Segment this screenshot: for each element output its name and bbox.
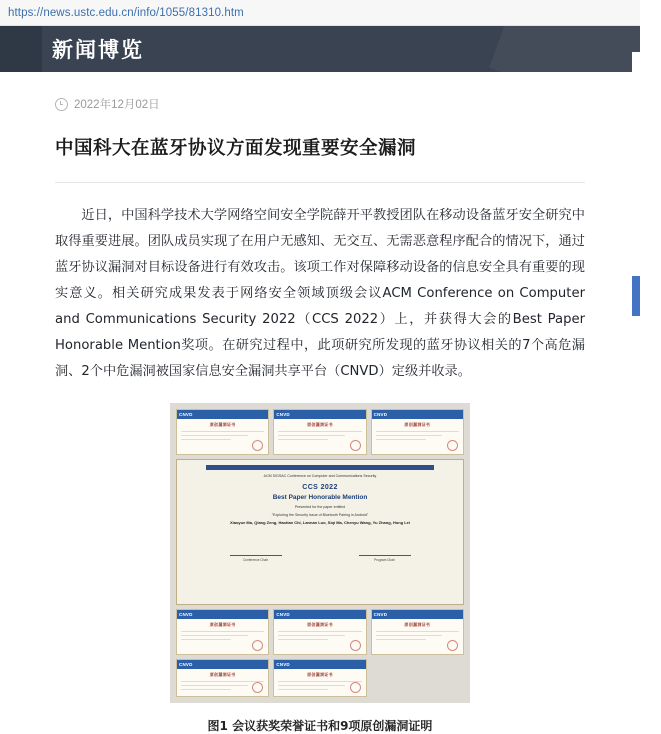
certificate-text-line bbox=[278, 439, 328, 441]
award-authors: Xiaoyue Ma, Qiang Zeng, Haotian Chi, Lannan Luo, Siqi Ma, Chenyu Wang, Yu Zhang, Hong Lei bbox=[229, 520, 410, 525]
certificate-header bbox=[177, 610, 268, 619]
cnvd-label: CNVD bbox=[276, 412, 290, 417]
article-meta bbox=[55, 96, 585, 112]
certificate-heading: 原创漏洞证书 bbox=[209, 672, 236, 677]
cnvd-label: CNVD bbox=[179, 662, 193, 667]
certificate-seal bbox=[350, 440, 361, 451]
certificate-text-line bbox=[181, 635, 248, 637]
certificate-text-line bbox=[181, 631, 264, 633]
certificate-text-line bbox=[278, 431, 361, 433]
award-signature-row bbox=[177, 547, 463, 562]
figure-image bbox=[170, 403, 470, 703]
certificate-text-line bbox=[181, 435, 248, 437]
award-title: CCS 2022 bbox=[302, 484, 338, 491]
award-signature-left bbox=[230, 547, 282, 562]
page-right-edge bbox=[632, 52, 640, 611]
certificate-heading: 原创漏洞证书 bbox=[209, 422, 236, 427]
certificate-header bbox=[274, 660, 365, 669]
certificate-thumb bbox=[273, 659, 366, 697]
certificate-text-line bbox=[181, 639, 231, 641]
certificate-text-line bbox=[278, 631, 361, 633]
certificate-seal bbox=[252, 440, 263, 451]
certificate-text-line bbox=[181, 689, 231, 691]
certificate-grid bbox=[176, 409, 464, 697]
award-paper-title: "Exploring the Security Issue of Bluetooth Pairing in Android" bbox=[271, 513, 369, 517]
certificate-thumb bbox=[176, 659, 269, 697]
certificate-text-line bbox=[181, 681, 264, 683]
certificate-thumb bbox=[273, 609, 366, 655]
certificate-seal bbox=[447, 440, 458, 451]
certificate-text-line bbox=[181, 685, 248, 687]
certificate-seal bbox=[252, 682, 263, 693]
masthead-left-block bbox=[0, 26, 42, 72]
signature-caption: Conference Chair bbox=[243, 558, 268, 562]
site-masthead bbox=[0, 26, 640, 72]
certificate-heading: 原创漏洞证书 bbox=[404, 622, 431, 627]
certificate-thumb bbox=[176, 409, 269, 455]
certificate-thumb bbox=[176, 609, 269, 655]
certificate-heading: 原创漏洞证书 bbox=[307, 422, 333, 427]
award-certificate bbox=[176, 459, 464, 605]
cnvd-label: CNVD bbox=[373, 412, 388, 417]
certificate-header bbox=[274, 610, 365, 619]
certificate-seal bbox=[447, 640, 458, 651]
certificate-header bbox=[177, 660, 268, 669]
article-date: 2022年12月02日 bbox=[74, 99, 160, 111]
acm-banner bbox=[206, 465, 435, 470]
certificate-text-line bbox=[376, 631, 459, 633]
clock-icon bbox=[55, 98, 68, 111]
certificate-text-line bbox=[278, 635, 345, 637]
award-signature-right bbox=[359, 547, 411, 562]
certificate-seal bbox=[350, 682, 361, 693]
certificate-header bbox=[274, 410, 365, 419]
page-canvas bbox=[0, 26, 640, 733]
page-title: 中国科大在蓝牙协议方面发现重要安全漏洞 bbox=[55, 138, 417, 159]
certificate-text-line bbox=[278, 681, 361, 683]
page-edge-accent bbox=[632, 276, 640, 316]
award-paper-line: Presented for the paper entitled bbox=[294, 505, 346, 509]
article-figure bbox=[55, 403, 585, 734]
signature-mark bbox=[359, 547, 411, 556]
title-divider bbox=[55, 182, 585, 183]
masthead-title: 新闻博览 bbox=[52, 38, 144, 62]
certificate-header bbox=[372, 610, 463, 619]
cnvd-label: CNVD bbox=[179, 412, 193, 417]
certificate-thumb bbox=[371, 409, 464, 455]
cnvd-label: CNVD bbox=[276, 662, 290, 667]
cnvd-label: CNVD bbox=[179, 612, 193, 617]
certificate-text-line bbox=[181, 431, 264, 433]
signature-mark bbox=[230, 547, 282, 556]
certificate-text-line bbox=[376, 439, 426, 441]
cnvd-label: CNVD bbox=[373, 612, 388, 617]
certificate-seal bbox=[252, 640, 263, 651]
certificate-text-line bbox=[376, 639, 426, 641]
article-content bbox=[0, 96, 640, 734]
certificate-text-line bbox=[278, 689, 328, 691]
cnvd-label: CNVD bbox=[276, 612, 290, 617]
certificate-text-line bbox=[278, 685, 345, 687]
signature-caption: Program Chair bbox=[374, 558, 395, 562]
certificate-text-line bbox=[278, 639, 328, 641]
award-org-line: ACM SIGSAC Conference on Computer and Communications Security bbox=[263, 474, 377, 478]
certificate-text-line bbox=[376, 435, 443, 437]
award-name: Best Paper Honorable Mention bbox=[272, 494, 368, 501]
article-body: 近日，中国科学技术大学网络空间安全学院薛开平教授团队在移动设备蓝牙安全研究中取得重要进展。团队成员实现了在用户无感知、无交互、无需恶意程序配合的情况下，通过蓝牙协议漏洞对目标设备进行有效攻击。该项工作对保障移动设备的信息安全具有重要的现实意义。相关研究成果发表于网络安全领域顶级会议ACM Conference on Computer and Communications Security 2022（CCS 2022）上，并获得大会的Best Paper Honorable Mention奖项。在研究过程中，此项研究所发现的蓝牙协议相关的7个高危漏洞、2个中危漏洞被国家信息安全漏洞共享平台（CNVD）定级并收录。 bbox=[55, 208, 585, 379]
certificate-heading: 原创漏洞证书 bbox=[404, 422, 431, 427]
certificate-header bbox=[177, 410, 268, 419]
certificate-text-line bbox=[376, 635, 443, 637]
certificate-header bbox=[372, 410, 463, 419]
certificate-heading: 原创漏洞证书 bbox=[209, 622, 236, 627]
certificate-text-line bbox=[376, 431, 459, 433]
certificate-thumb bbox=[273, 409, 366, 455]
certificate-thumb bbox=[371, 609, 464, 655]
certificate-heading: 原创漏洞证书 bbox=[307, 672, 333, 677]
certificate-heading: 原创漏洞证书 bbox=[307, 622, 333, 627]
url-text[interactable]: https://news.ustc.edu.cn/info/1055/81310.htm bbox=[8, 6, 244, 19]
certificate-text-line bbox=[181, 439, 231, 441]
figure-caption: 图1 会议获奖荣誉证书和9项原创漏洞证明 bbox=[207, 718, 433, 733]
certificate-text-line bbox=[278, 435, 345, 437]
certificate-seal bbox=[350, 640, 361, 651]
